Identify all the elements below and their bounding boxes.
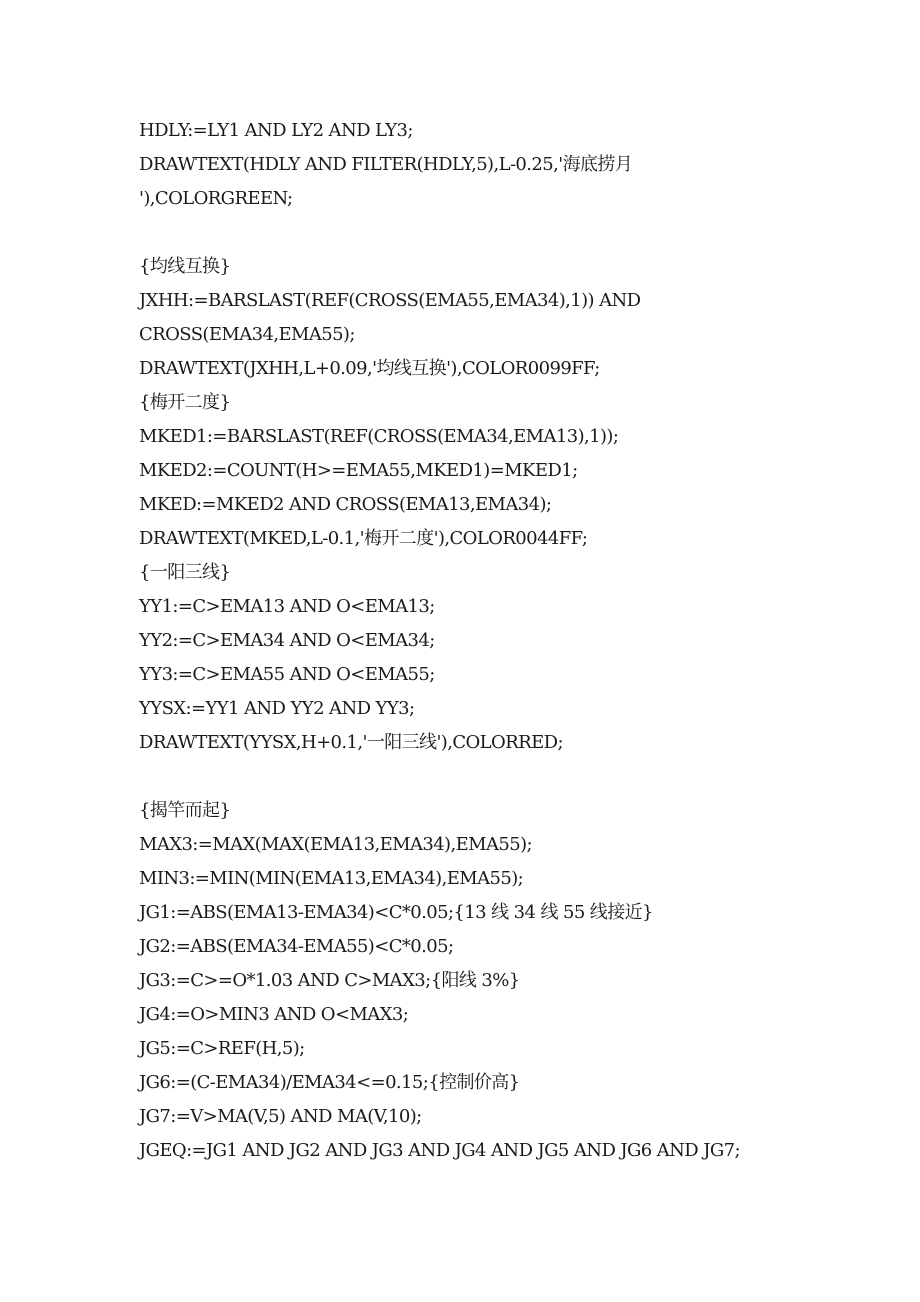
code-line: YY1:=C>EMA13 AND O<EMA13;: [139, 596, 435, 617]
code-line: JG7:=V>MA(V,5) AND MA(V,10);: [139, 1106, 422, 1127]
code-line: MKED1:=BARSLAST(REF(CROSS(EMA34,EMA13),1));: [139, 426, 619, 447]
code-line: MKED2:=COUNT(H>=EMA55,MKED1)=MKED1;: [139, 460, 578, 481]
code-line: YYSX:=YY1 AND YY2 AND YY3;: [139, 698, 415, 719]
code-line: DRAWTEXT(HDLY AND FILTER(HDLY,5),L-0.25,'海底捞月: [139, 154, 633, 175]
blank-line: [139, 216, 859, 250]
section-heading: {揭竿而起}: [139, 800, 231, 821]
code-line: DRAWTEXT(YYSX,H+0.1,'一阳三线'),COLORRED;: [139, 732, 563, 753]
code-line: YY3:=C>EMA55 AND O<EMA55;: [139, 664, 435, 685]
code-line: JG2:=ABS(EMA34-EMA55)<C*0.05;: [139, 936, 454, 957]
code-line: DRAWTEXT(MKED,L-0.1,'梅开二度'),COLOR0044FF;: [139, 528, 588, 549]
code-line: JG1:=ABS(EMA13-EMA34)<C*0.05;{13 线 34 线 55 线接近}: [139, 902, 653, 923]
code-line: JGEQ:=JG1 AND JG2 AND JG3 AND JG4 AND JG5 AND JG6 AND JG7;: [139, 1140, 740, 1161]
code-line: YY2:=C>EMA34 AND O<EMA34;: [139, 630, 435, 651]
formula-code-block: [139, 114, 859, 1168]
section-heading: {均线互换}: [139, 256, 231, 277]
code-line: JXHH:=BARSLAST(REF(CROSS(EMA55,EMA34),1)) AND: [139, 290, 641, 311]
code-line: JG4:=O>MIN3 AND O<MAX3;: [139, 1004, 409, 1025]
code-line: MKED:=MKED2 AND CROSS(EMA13,EMA34);: [139, 494, 552, 515]
code-line: JG5:=C>REF(H,5);: [139, 1038, 305, 1059]
section-heading: {一阳三线}: [139, 562, 231, 583]
code-line: HDLY:=LY1 AND LY2 AND LY3;: [139, 120, 413, 141]
code-line: JG3:=C>=O*1.03 AND C>MAX3;{阳线 3%}: [139, 970, 520, 991]
code-line: JG6:=(C-EMA34)/EMA34<=0.15;{控制价高}: [139, 1072, 520, 1093]
blank-line: [139, 760, 859, 794]
code-line: MAX3:=MAX(MAX(EMA13,EMA34),EMA55);: [139, 834, 532, 855]
code-line: MIN3:=MIN(MIN(EMA13,EMA34),EMA55);: [139, 868, 524, 889]
section-heading: {梅开二度}: [139, 392, 231, 413]
code-line: CROSS(EMA34,EMA55);: [139, 324, 355, 345]
code-line: DRAWTEXT(JXHH,L+0.09,'均线互换'),COLOR0099FF;: [139, 358, 600, 379]
code-line: '),COLORGREEN;: [139, 188, 293, 209]
